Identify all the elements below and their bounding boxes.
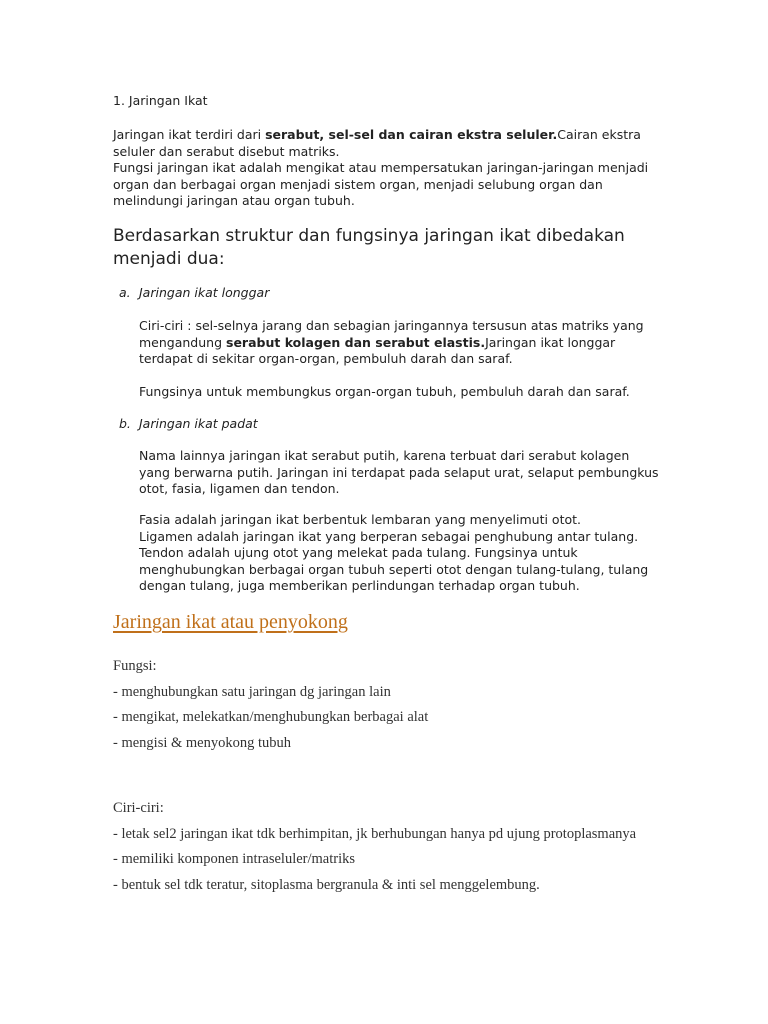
fungsi-label: Fungsi: xyxy=(113,658,157,674)
longgar-characteristics xyxy=(139,318,659,368)
ciri-label: Ciri-ciri: xyxy=(113,800,164,816)
function-paragraph: Fungsi jaringan ikat adalah mengikat atau mempersatukan jaringan-jaringan menjadi organ dan berbagai organ menjadi sistem organ, menjadi selubung organ dan melindungi jaringan atau organ tubuh. xyxy=(113,160,649,208)
intro-text-tail: Cairan ekstra seluler dan serabut disebut matriks. xyxy=(113,127,641,159)
tendon-text: Tendon adalah ujung otot yang melekat pada tulang. Fungsinya untuk menghubungkan berbagai organ tubuh seperti otot dengan tulang-tulang, tulang dengan tulang, juga memberikan perlindungan terhadap organ tubuh. xyxy=(139,545,649,593)
list-marker-a: a. xyxy=(119,285,131,300)
item-label-longgar: Jaringan ikat longgar xyxy=(139,285,270,300)
ciri-item: - memiliki komponen intraseluler/matriks xyxy=(113,851,356,867)
section-heading: 1. Jaringan Ikat xyxy=(113,93,208,108)
intro-paragraph xyxy=(113,127,673,210)
section-title-link[interactable]: Jaringan ikat atau penyokong xyxy=(113,611,348,633)
padat-details xyxy=(139,512,659,595)
longgar-text: Ciri-ciri : sel-selnya jarang dan sebagian jaringannya tersusun atas matriks yang mengandung xyxy=(139,318,644,350)
intro-bold-text: serabut, sel-sel dan cairan ekstra seluler. xyxy=(265,127,558,142)
fasia-text: Fasia adalah jaringan ikat berbentuk lembaran yang menyelimuti otot. xyxy=(139,512,581,527)
ciri-item: - bentuk sel tdk teratur, sitoplasma bergranula & inti sel menggelembung. xyxy=(113,877,540,893)
item-label-padat: Jaringan ikat padat xyxy=(139,416,258,431)
intro-text: Jaringan ikat terdiri dari xyxy=(113,127,266,142)
classification-heading: Berdasarkan struktur dan fungsinya jaringan ikat dibedakan menjadi dua: xyxy=(113,226,625,269)
list-marker-b: b. xyxy=(119,416,131,431)
padat-description: Nama lainnya jaringan ikat serabut putih, karena terbuat dari serabut kolagen yang berwarna putih. Jaringan ini terdapat pada selaput urat, selaput pembungkus otot, fasia, ligamen dan tendon. xyxy=(139,448,659,496)
longgar-function: Fungsinya untuk membungkus organ-organ tubuh, pembuluh darah dan saraf. xyxy=(139,384,630,399)
longgar-bold-text: serabut kolagen dan serabut elastis. xyxy=(226,334,486,350)
longgar-text-tail: Jaringan ikat longgar terdapat di sekitar organ-organ, pembuluh darah dan saraf. xyxy=(139,334,616,366)
fungsi-item: - menghubungkan satu jaringan dg jaringan lain xyxy=(113,684,391,700)
fungsi-item: - mengikat, melekatkan/menghubungkan berbagai alat xyxy=(113,709,429,725)
ligamen-text: Ligamen adalah jaringan ikat yang berperan sebagai penghubung antar tulang. xyxy=(139,528,639,544)
ciri-item: - letak sel2 jaringan ikat tdk berhimpitan, jk berhubungan hanya pd ujung protoplasmanya xyxy=(113,826,637,842)
fungsi-item: - mengisi & menyokong tubuh xyxy=(113,735,292,751)
